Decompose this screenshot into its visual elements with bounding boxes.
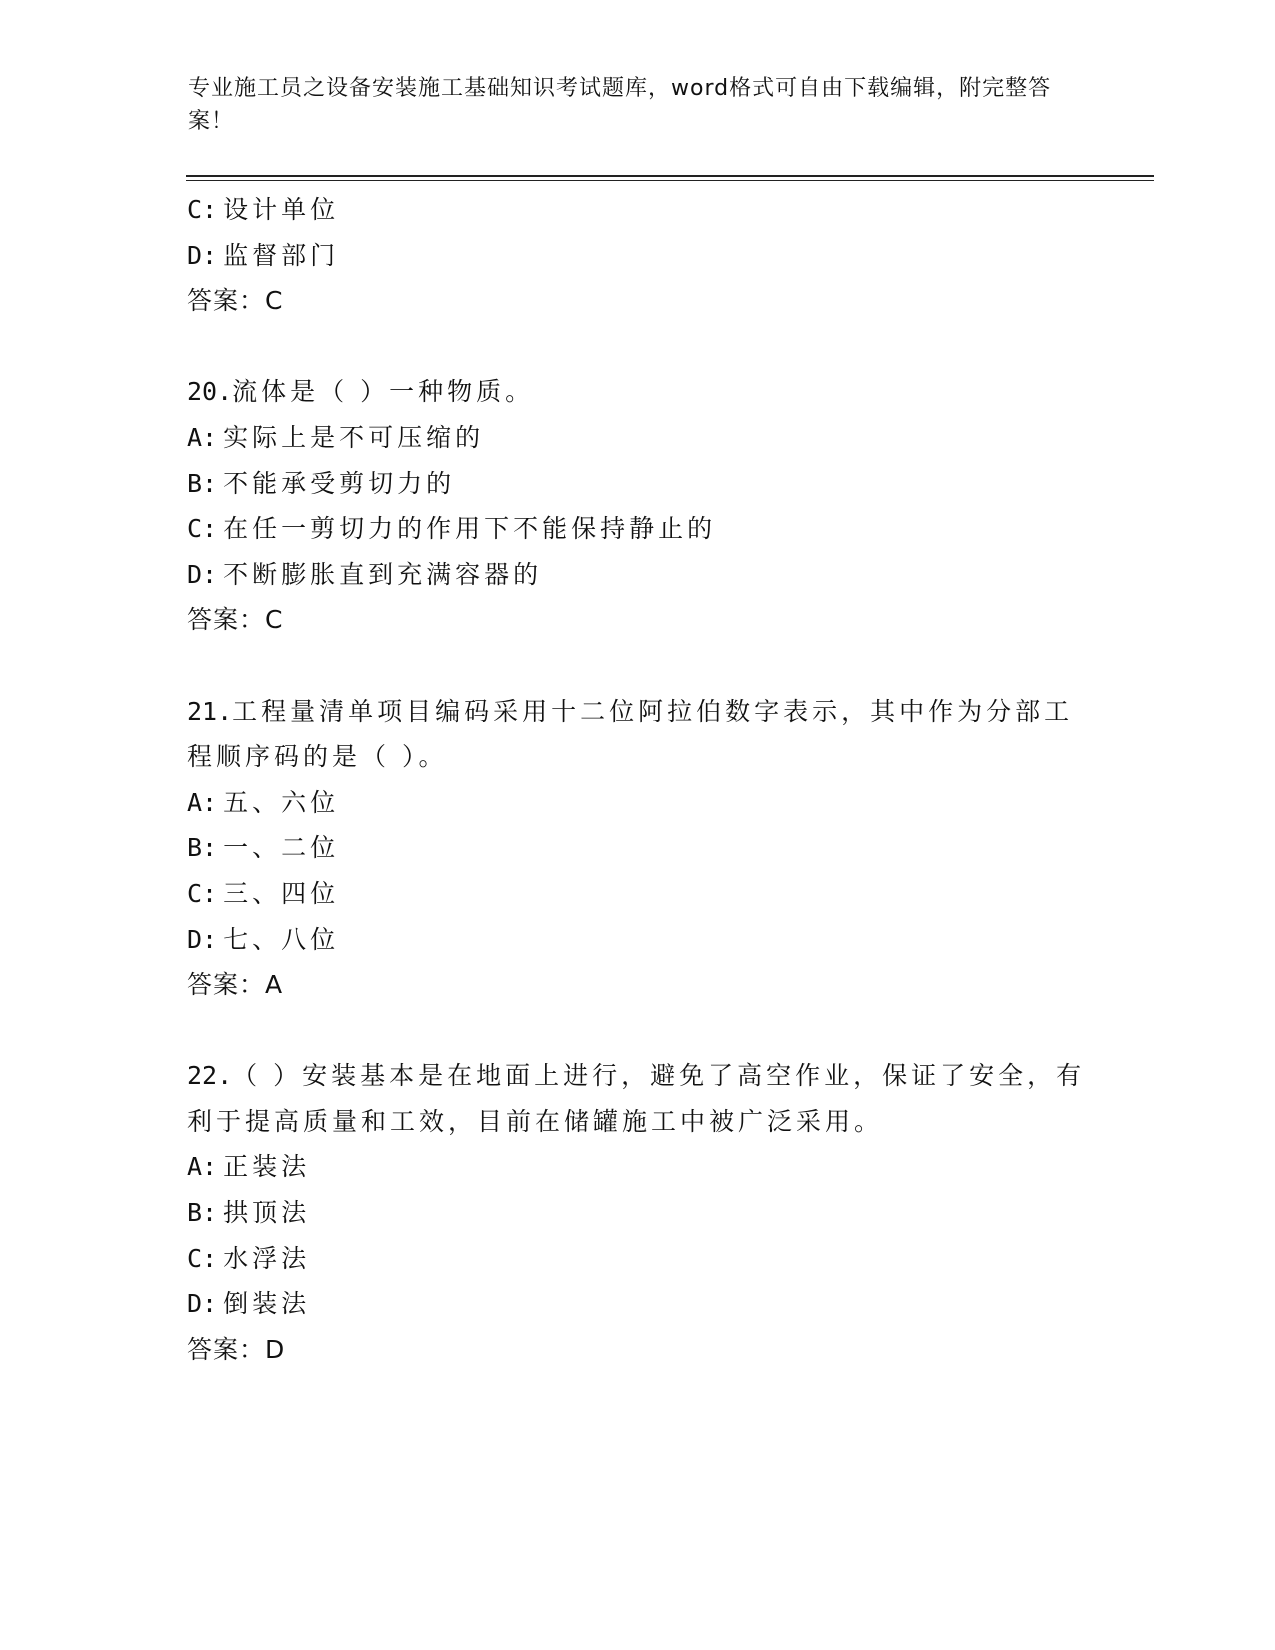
option-letter: A: xyxy=(187,422,218,452)
option-row xyxy=(187,461,1087,507)
question-number: 22. xyxy=(187,1061,233,1091)
question-list xyxy=(187,187,1087,1418)
option-row xyxy=(187,780,1087,826)
option-row xyxy=(187,1236,1087,1282)
answer-label: 答案： xyxy=(187,286,266,316)
answer-row xyxy=(187,1327,1087,1373)
option-text: 拱顶法 xyxy=(223,1198,311,1228)
question-stem xyxy=(187,1053,1087,1144)
option-text: 一、二位 xyxy=(223,833,340,863)
question-number: 20. xyxy=(187,377,233,407)
answer-label: 答案： xyxy=(187,605,266,635)
option-text: 不断膨胀直到充满容器的 xyxy=(223,559,543,589)
option-letter: B: xyxy=(187,468,218,498)
option-text: 不能承受剪切力的 xyxy=(223,468,456,498)
option-text: 七、八位 xyxy=(223,924,340,954)
option-letter: C: xyxy=(187,195,218,224)
option-text: 监督部门 xyxy=(223,240,340,270)
option-letter: B: xyxy=(187,1198,218,1228)
option-row xyxy=(187,1190,1087,1236)
option-row xyxy=(187,1281,1087,1327)
answer-row xyxy=(187,278,1087,324)
answer-row xyxy=(187,597,1087,643)
option-letter: A: xyxy=(187,787,218,817)
option-text: 倒装法 xyxy=(223,1289,311,1319)
document-header: 专业施工员之设备安装施工基础知识考试题库，word格式可自由下载编辑，附完整答案！ xyxy=(188,76,1052,134)
answer-value: C xyxy=(265,286,284,316)
option-row xyxy=(187,871,1087,917)
question-stem xyxy=(187,369,1087,415)
answer-label: 答案： xyxy=(187,970,266,1000)
continued-question xyxy=(187,187,1087,324)
option-text: 正装法 xyxy=(223,1152,311,1182)
option-row xyxy=(187,233,1087,279)
header-divider-thin xyxy=(186,180,1154,181)
option-row xyxy=(187,552,1087,598)
option-letter: D: xyxy=(187,559,218,589)
option-row xyxy=(187,825,1087,871)
option-row xyxy=(187,506,1087,552)
option-letter: B: xyxy=(187,833,218,863)
header-divider-thick xyxy=(186,175,1154,177)
question-text: 工程量清单项目编码采用十二位阿拉伯数字表示，其中作为分部工程顺序码的是（ ）。 xyxy=(187,696,1074,772)
question-block-20 xyxy=(187,369,1087,643)
option-text: 五、六位 xyxy=(223,787,340,817)
option-row xyxy=(187,415,1087,461)
question-text: 流体是（ ）一种物质。 xyxy=(232,377,535,407)
question-text: （ ）安装基本是在地面上进行，避免了高空作业，保证了安全，有利于提高质量和工效，目前在储罐施工中被广泛采用。 xyxy=(187,1061,1086,1136)
answer-label: 答案： xyxy=(187,1334,266,1364)
option-text: 水浮法 xyxy=(223,1243,311,1273)
option-row xyxy=(187,187,1087,233)
option-text: 三、四位 xyxy=(223,878,340,908)
question-block-22 xyxy=(187,1053,1087,1372)
option-text: 在任一剪切力的作用下不能保持静止的 xyxy=(223,514,717,544)
option-letter: C: xyxy=(187,514,218,544)
answer-value: D xyxy=(265,1334,286,1364)
question-block-21 xyxy=(187,689,1087,1008)
answer-value: C xyxy=(265,605,284,635)
question-stem xyxy=(187,689,1087,780)
option-letter: C: xyxy=(187,1243,218,1273)
option-letter: D: xyxy=(187,924,218,954)
option-letter: C: xyxy=(187,878,218,908)
option-row xyxy=(187,1144,1087,1190)
option-letter: D: xyxy=(187,1289,218,1319)
answer-value: A xyxy=(265,970,284,1000)
question-number: 21. xyxy=(187,696,233,726)
answer-row xyxy=(187,962,1087,1008)
option-letter: D: xyxy=(187,240,218,270)
option-text: 设计单位 xyxy=(223,195,340,224)
option-row xyxy=(187,917,1087,963)
option-letter: A: xyxy=(187,1152,218,1182)
option-text: 实际上是不可压缩的 xyxy=(223,422,485,452)
